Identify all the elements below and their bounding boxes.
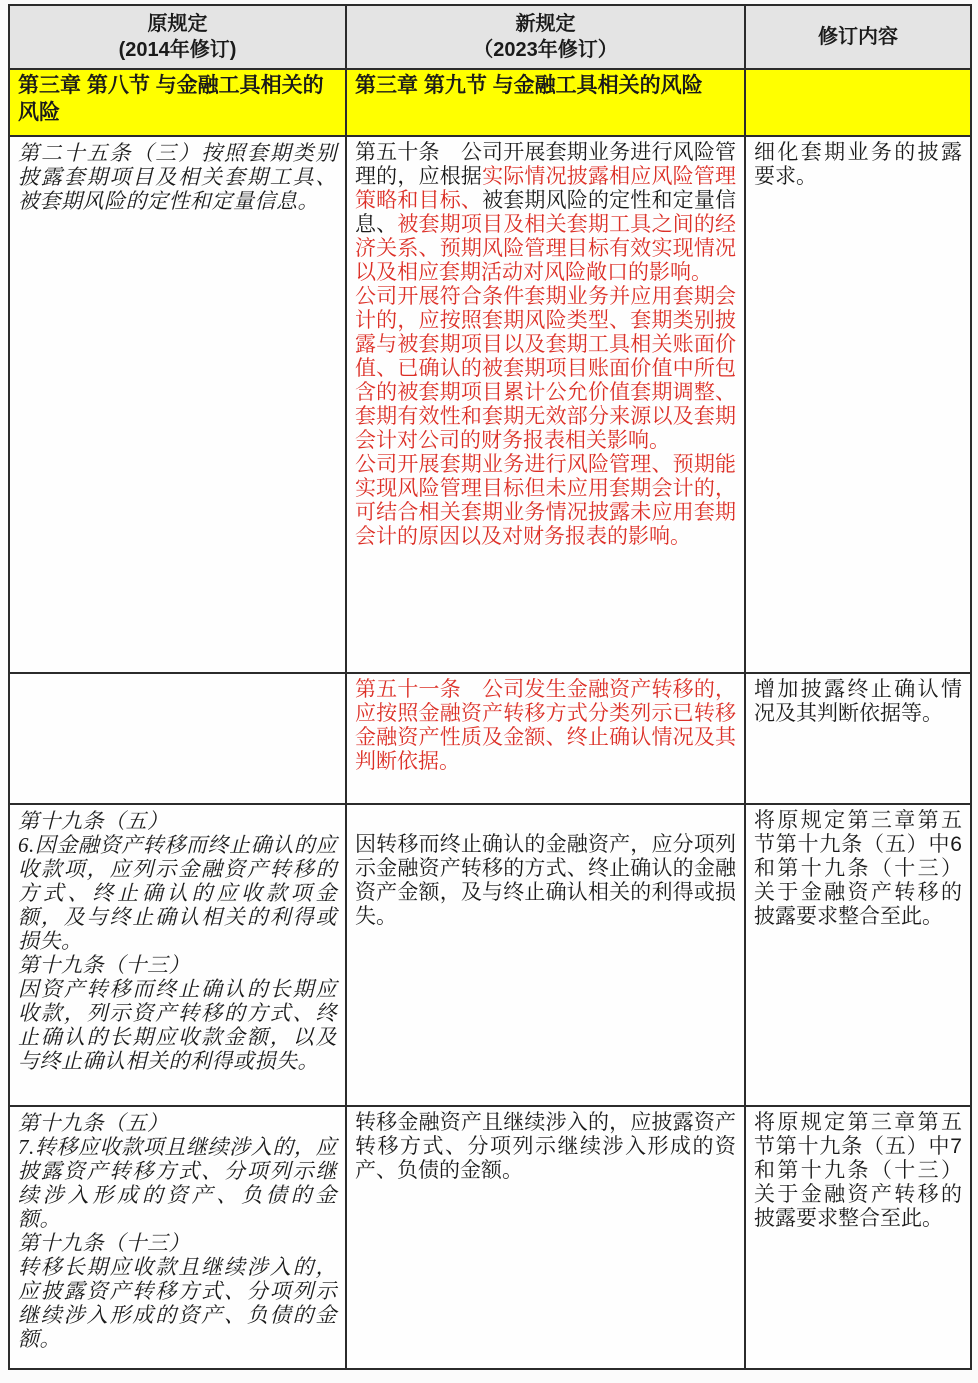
text-segment: 第十九条（五） [18,1111,169,1135]
revised-text-segment: 公司开展符合条件套期业务并应用套期会计的，应按照套期风险类型、套期类别披露与被套期项目以及套期工具相关账面价值、已确认的被套期项目账面价值中所包含的被套期项目累计公允价值套期调整、套期有效性和套期无效部分来源以及套期会计对公司的财务报表相关影响。 [355,285,736,452]
revised-text-segment: 被套期项目及相关套期工具之间的经济关系、预期风险管理目标有效实现情况以及相应套期活动对风险敞口的影响。 [355,213,737,284]
cell-revision-row-3 [745,804,971,1106]
paragraph [355,833,736,929]
paragraph [355,285,736,453]
revision-content-title: 修订内容 [818,26,898,48]
text-segment: 第十九条（十三） [18,1231,190,1255]
table-row-3 [9,804,971,1106]
cell-new-row-3 [346,804,745,1106]
cell-revision-row-4 [745,1106,971,1369]
paragraph [18,833,337,953]
paragraph [18,1255,337,1351]
cell-old-row-4 [9,1106,346,1369]
cell-new-row-4 [346,1106,745,1369]
section-cell-new: 第三章 第九节 与金融工具相关的风险 [346,69,745,136]
paragraph [754,1111,962,1231]
cell-revision-row-2 [745,673,971,804]
header-row [9,5,971,69]
section-row [9,69,971,136]
cell-old-row-3 [9,804,346,1106]
cell-new-row-1 [346,136,745,673]
regulation-comparison-table [8,4,972,1370]
revised-text-segment: 第五十一条 公司发生金融资产转移的，应按照金融资产转移方式分类列示已转移金融资产性质及金额、终止确认情况及其判断依据。 [355,678,736,773]
column-header-new-regulation [346,5,745,69]
paragraph [355,141,736,285]
text-segment: 第十九条（十三） [18,953,190,977]
paragraph [355,1111,736,1183]
text-segment: 将原规定第三章第五节第十九条（五）中7和第十九条（十三）关于金融资产转移的披露要求整合至此。 [754,1111,962,1230]
new-regulation-subtitle: （2023年修订） [473,39,618,61]
paragraph [18,1135,337,1231]
text-segment: 被套期风险的定性和定量信息、 [355,189,737,236]
column-header-old-regulation [9,5,346,69]
text-segment: 细化套期业务的披露要求。 [754,141,962,188]
new-regulation-title: 新规定 [515,13,576,35]
text-segment: 第十九条（五） [18,809,169,833]
text-segment: 增加披露终止确认情况及其判断依据等。 [754,678,962,725]
text-segment: 7.转移应收款项且继续涉入的，应披露资产转移方式、分项列示继续涉入形成的资产、负债的金额。 [18,1135,337,1231]
text-segment: 第二十五条（三）按照套期类别披露套期项目及相关套期工具、被套期风险的定性和定量信息。 [18,141,337,213]
paragraph [355,678,736,774]
column-header-revision-content [745,5,971,69]
text-segment: 转移长期应收款且继续涉入的，应披露资产转移方式、分项列示继续涉入形成的资产、负债的金额。 [18,1255,337,1351]
text-segment: 第五十条 公司开展套期业务进行风险管理的，应根据 [355,141,736,188]
paragraph [18,1231,337,1255]
paragraph [18,1111,337,1135]
paragraph [18,953,337,977]
paragraph [18,141,337,213]
paragraph [355,809,736,833]
cell-old-row-2 [9,673,346,804]
paragraph [754,678,962,726]
revised-text-segment: 实际情况披露相应风险管理策略和目标、 [355,165,737,212]
cell-revision-row-1 [745,136,971,673]
paragraph [18,809,337,833]
table-row-1 [9,136,971,673]
text-segment: 将原规定第三章第五节第十九条（五）中6和第十九条（十三）关于金融资产转移的披露要求整合至此。 [754,809,962,928]
text-segment: 因资产转移而终止确认的长期应收款，列示资产转移的方式、终止确认的长期应收款金额，以及与终止确认相关的利得或损失。 [18,977,337,1073]
text-segment: 转移金融资产且继续涉入的，应披露资产转移方式、分项列示继续涉入形成的资产、负债的金额。 [355,1111,736,1182]
table-row-2 [9,673,971,804]
old-regulation-subtitle: (2014年修订) [118,39,237,61]
text-segment: 因转移而终止确认的金融资产，应分项列示金融资产转移的方式、终止确认的金融资产金额，及与终止确认相关的利得或损失。 [355,833,736,928]
cell-new-row-2 [346,673,745,804]
section-cell-old: 第三章 第八节 与金融工具相关的风险 [9,69,346,136]
table-row-4 [9,1106,971,1369]
section-cell-revision [745,69,971,136]
paragraph [355,453,736,549]
paragraph [18,977,337,1073]
old-regulation-title: 原规定 [147,13,208,35]
paragraph [754,809,962,929]
paragraph [754,141,962,189]
revised-text-segment: 公司开展套期业务进行风险管理、预期能实现风险管理目标但未应用套期会计的，可结合相关套期业务情况披露未应用套期会计的原因以及对财务报表的影响。 [355,453,736,548]
text-segment: 6.因金融资产转移而终止确认的应收款项，应列示金融资产转移的方式、终止确认的应收款项金额，及与终止确认相关的利得或损失。 [18,833,337,953]
cell-old-row-1 [9,136,346,673]
